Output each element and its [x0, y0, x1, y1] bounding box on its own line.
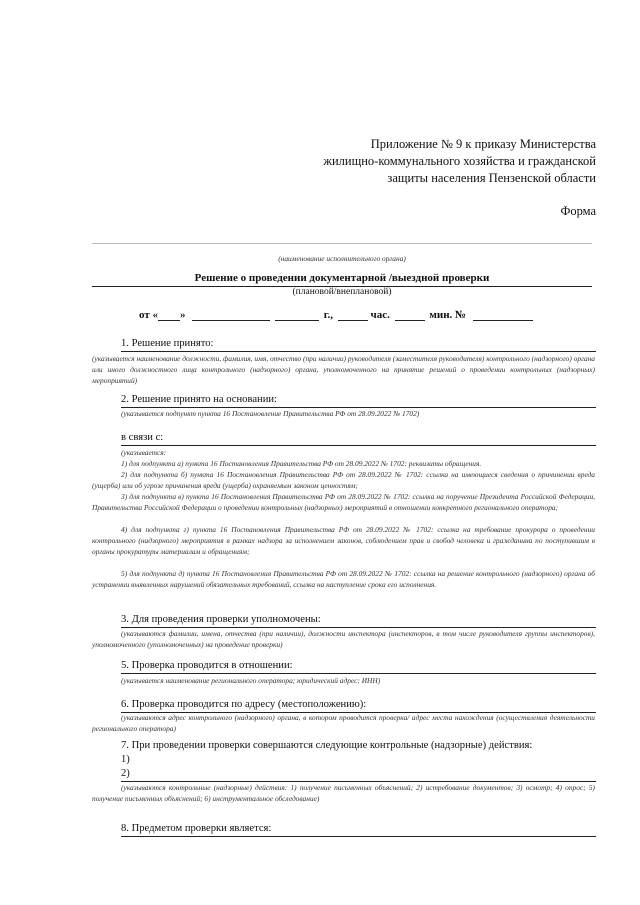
decision-title: Решение о проведении документарной /выездной проверки	[194, 272, 490, 284]
date-quote-close: »	[180, 309, 186, 321]
appendix-line-1: Приложение № 9 к приказу Министерства	[370, 137, 596, 151]
section-1-title: 1. Решение принято:	[121, 338, 214, 349]
section-6-title: 6. Проверка проводится по адресу (местоположению):	[121, 699, 367, 710]
number-field[interactable]	[473, 308, 533, 321]
section-2-note: (указывается подпункт пункта 16 Постановление Правительства РФ от 28.09.2022 № 1702)	[121, 409, 420, 418]
year-suffix: г.,	[323, 309, 334, 321]
section-8-title: 8. Предметом проверки является:	[121, 823, 272, 834]
minute-number-label: мин. №	[429, 309, 467, 321]
connection-rule	[121, 445, 596, 446]
section-7-title: 7. При проведении проверки совершаются следующие контрольные (надзорные) действия:	[121, 740, 533, 751]
section-2-title: 2. Решение принято на основании:	[121, 394, 277, 405]
connection-note-e: 5) для подпункта д) пункта 16 Постановления Правительства РФ от 28.09.2022 № 1702: ссылка на решение контрольного (надзорного) органа об устранении выявленных нарушений обязательных требований, ссылка на наступление срока его исполнения.	[92, 569, 595, 589]
day-field[interactable]	[158, 308, 180, 321]
connection-note-b: 2) для подпункта б) пункта 16 Постановления Правительства РФ от 28.09.2022 № 1702: ссылка на имеющиеся сведения о причинении вреда (ущерба) или об угрозе причинения вреда (ущерба) охраняемым законом ценностям;	[92, 470, 595, 490]
hour-field[interactable]	[338, 308, 368, 321]
section-7-note: (указываются контрольные (надзорные) действия: 1) получение письменных объяснений; 2) истребование документов; 3) осмотр; 4) опрос; 5) получение письменных объяснений; 6) инструментальное обследование)	[92, 783, 595, 803]
connection-note-c: 3) для подпункта в) пункта 16 Постановления Правительства РФ от 28.09.2022 № 1702: ссылка на поручение Президента Российской Федерации, Правительства Российской Федерации о проведении контрольных (надзорных) мероприятий в отношении конкретного регионального оператора;	[92, 492, 595, 512]
year-field[interactable]	[275, 308, 319, 321]
section-5-rule	[121, 673, 596, 674]
decision-date-line	[139, 308, 533, 321]
section-1-note: (указывается наименование должности, фамилия, имя, отчество (при наличии) руководителя (заместителя руководителя) контрольного (надзорного) органа или иного должностного лица контрольного (надзорного) органа, уполномоченного на принятие решений о проведении контрольных (надзорных) мероприятий)	[92, 354, 595, 385]
appendix-line-2: жилищно-коммунального хозяйства и гражданской	[323, 154, 596, 168]
section-7-item-1: 1)	[121, 754, 130, 765]
section-5-title: 5. Проверка проводится в отношении:	[121, 660, 293, 671]
appendix-line-3: защиты населения Пензенской области	[387, 171, 596, 185]
section-8-rule	[121, 836, 596, 837]
connection-title: в связи с:	[121, 432, 164, 443]
section-3-note: (указываются фамилии, имена, отчества (при наличии), должности инспектора (инспекторов, в том числе руководителя группы инспекторов), уполномоченного (уполномоченных) на проведение проверки)	[92, 629, 595, 649]
connection-note-d: 4) для подпункта г) пункта 16 Постановления Правительства РФ от 28.09.2022 № 1702: ссылка на требование прокурора о проведении контрольного (надзорного) мероприятия в рамках надзора за исполнением законов, соблюдением прав и свобод человека и гражданина по поступившим в органы прокуратуры материалам и обращениям;	[92, 525, 595, 556]
form-label: Форма	[560, 204, 596, 218]
minute-field[interactable]	[395, 308, 425, 321]
organ-caption: (наименование исполнительного органа)	[278, 254, 406, 263]
section-7-item-2: 2)	[121, 768, 130, 779]
connection-note-a: 1) для подпункта а) пункта 16 Постановления Правительства РФ от 28.09.2022 № 1702: реквизиты обращения.	[121, 459, 482, 468]
organ-name-line	[92, 243, 592, 244]
section-1-rule	[121, 351, 596, 352]
section-6-note: (указываются адрес контрольного (надзорного) органа, в котором проводится проверка/ адрес места нахождения (осуществления деятельности регионального оператора)	[92, 713, 595, 733]
connection-note-intro: (указывается:	[121, 448, 167, 457]
decision-subtitle: (плановой/внеплановой)	[292, 287, 392, 297]
date-from-label: от «	[139, 309, 159, 321]
section-5-note: (указывается наименование регионального оператора; юридический адрес; ИНН)	[121, 676, 381, 685]
month-field[interactable]	[192, 308, 270, 321]
section-3-title: 3. Для проведения проверки уполномочены:	[121, 614, 321, 625]
hour-label: час.	[370, 309, 390, 321]
